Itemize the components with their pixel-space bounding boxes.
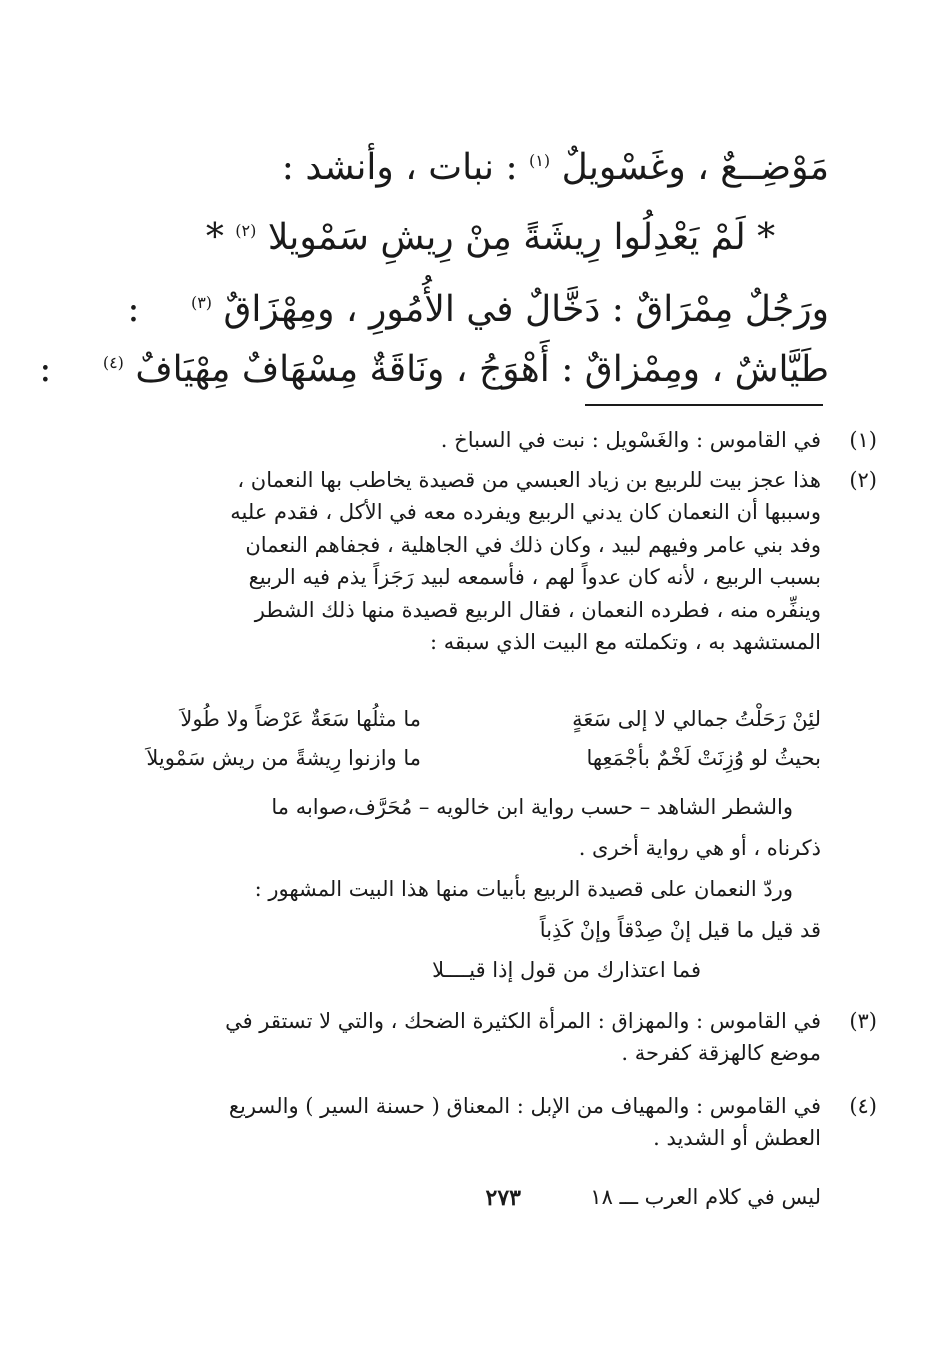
main-line-4-text: طَيَّاشٌ ، ومِمْزاقٌ : أَهْوَجُ ، ونَاقَةٌ مِسْهَافٌ مِهْيَافٌ xyxy=(135,349,829,390)
footnote-4-number: (٤) xyxy=(849,1094,877,1118)
footnote-2-line: بسبب الربيع ، لأنه كان عدواً لهم ، فأسمعه لبيد رَجَزاً يذم فيه الربيع xyxy=(248,565,821,590)
footnote-3-line: موضع كالهزقة كفرحة . xyxy=(621,1041,821,1066)
footnote-2-line: وسببها أن النعمان كان يدني الربيع ويفرده معه في الأكل ، فقدم عليه xyxy=(230,500,821,525)
footnote-2-verse-3a: قد قيل ما قيل إنْ صِدْقاً وإنْ كَذِباً xyxy=(539,918,821,942)
verse-row-1 xyxy=(121,707,821,741)
footnote-1-number: (١) xyxy=(849,428,877,452)
footnote-2-line: وفد بني عامر وفيهم لبيد ، وكان ذلك في الجاهلية ، فجفاهم النعمان xyxy=(245,532,821,557)
footnote-3-line: في القاموس : والمهزاق : المرأة الكثيرة الضحك ، والتي لا تستقر في xyxy=(225,1009,821,1033)
verse-row-2 xyxy=(121,746,821,780)
verse-1-first-hemistich: لئِنْ رَحَلْتُ جمالي لا إلى سَعَةٍ xyxy=(572,707,821,731)
footnote-2-line: هذا عجز بيت للربيع بن زياد العبسي من قصيدة يخاطب بها النعمان ، xyxy=(237,468,821,492)
running-footer-title: ليس في كلام العرب ـــ ١٨ xyxy=(590,1185,821,1209)
footnote-ref-1: (١) xyxy=(529,151,551,170)
verse-2-first-hemistich: بحيثُ لو وُزِنَتْ لَخْمٌ بأجْمَعِها xyxy=(586,746,821,770)
footnote-2-line: وينفِّره منه ، فطرده النعمان ، فقال الربيع قصيدة منها ذلك الشطر xyxy=(254,597,821,622)
footnote-2-verse-3b: فما اعتذارك من قول إذا قيــــلا xyxy=(432,958,701,982)
footnote-2-line: المستشهد به ، وتكملته مع البيت الذي سبقه : xyxy=(430,630,821,655)
footnote-2-comment-2: ذكرناه ، أو هي رواية أخرى . xyxy=(578,836,821,860)
main-line-1-text: مَوْضِــعٌ ، وغَسْويلٌ xyxy=(561,147,829,188)
verse-2-second-hemistich: ما وازنوا رِيشةً من ريش سَمْويلاَ xyxy=(146,746,421,770)
main-line-4 xyxy=(39,349,829,390)
footnote-4-line: العطش أو الشديد . xyxy=(653,1126,821,1151)
footnote-separator xyxy=(585,404,823,406)
main-line-2-end: * xyxy=(205,217,224,258)
footnote-3-number: (٣) xyxy=(849,1009,877,1033)
main-line-1 xyxy=(129,147,829,188)
footnote-ref-3: (٣) xyxy=(190,293,213,312)
page-number: ٢٧٣ xyxy=(485,1185,521,1211)
footnote-4-line: في القاموس : والمهياف من الإبل : المعناق ( حسنة السير ) والسريع xyxy=(228,1094,821,1118)
main-line-3-end: : xyxy=(127,289,140,330)
footnote-2-comment-1: والشطر الشاهد – حسب رواية ابن خالويه – مُحَرَّف،صوابه ما xyxy=(271,795,793,819)
main-line-3-text: ورَجُلٌ مِمْرَاقٌ : دَخَّالٌ في الأُمُورِ ، ومِهْزَاقٌ xyxy=(223,289,829,330)
footnote-2-number: (٢) xyxy=(849,468,877,492)
footnote-2 xyxy=(161,464,877,658)
footnote-2-comment-3: وردّ النعمان على قصيدة الربيع بأبيات منها هذا البيت المشهور : xyxy=(254,877,793,901)
footnote-ref-4: (٤) xyxy=(102,353,124,372)
main-line-1-rest: : نبات ، وأنشد : xyxy=(281,147,518,188)
main-line-2 xyxy=(0,217,941,258)
footnote-3 xyxy=(161,1005,877,1070)
verse-1-second-hemistich: ما مثلُها سَعَةٌ عَرْضاً ولا طُولاَ xyxy=(180,707,421,731)
main-line-4-end: : xyxy=(39,349,52,390)
main-line-2-text: * لَمْ يَعْدِلُوا رِيشَةً مِنْ رِيشِ سَمْويلا xyxy=(267,217,776,258)
footnote-1-text: في القاموس : والغَسْويل : نبت في السباخ . xyxy=(440,428,821,452)
footnote-4 xyxy=(161,1090,877,1155)
footnote-ref-2: (٢) xyxy=(235,221,257,240)
main-line-3 xyxy=(127,289,829,330)
footnote-1 xyxy=(161,424,877,456)
